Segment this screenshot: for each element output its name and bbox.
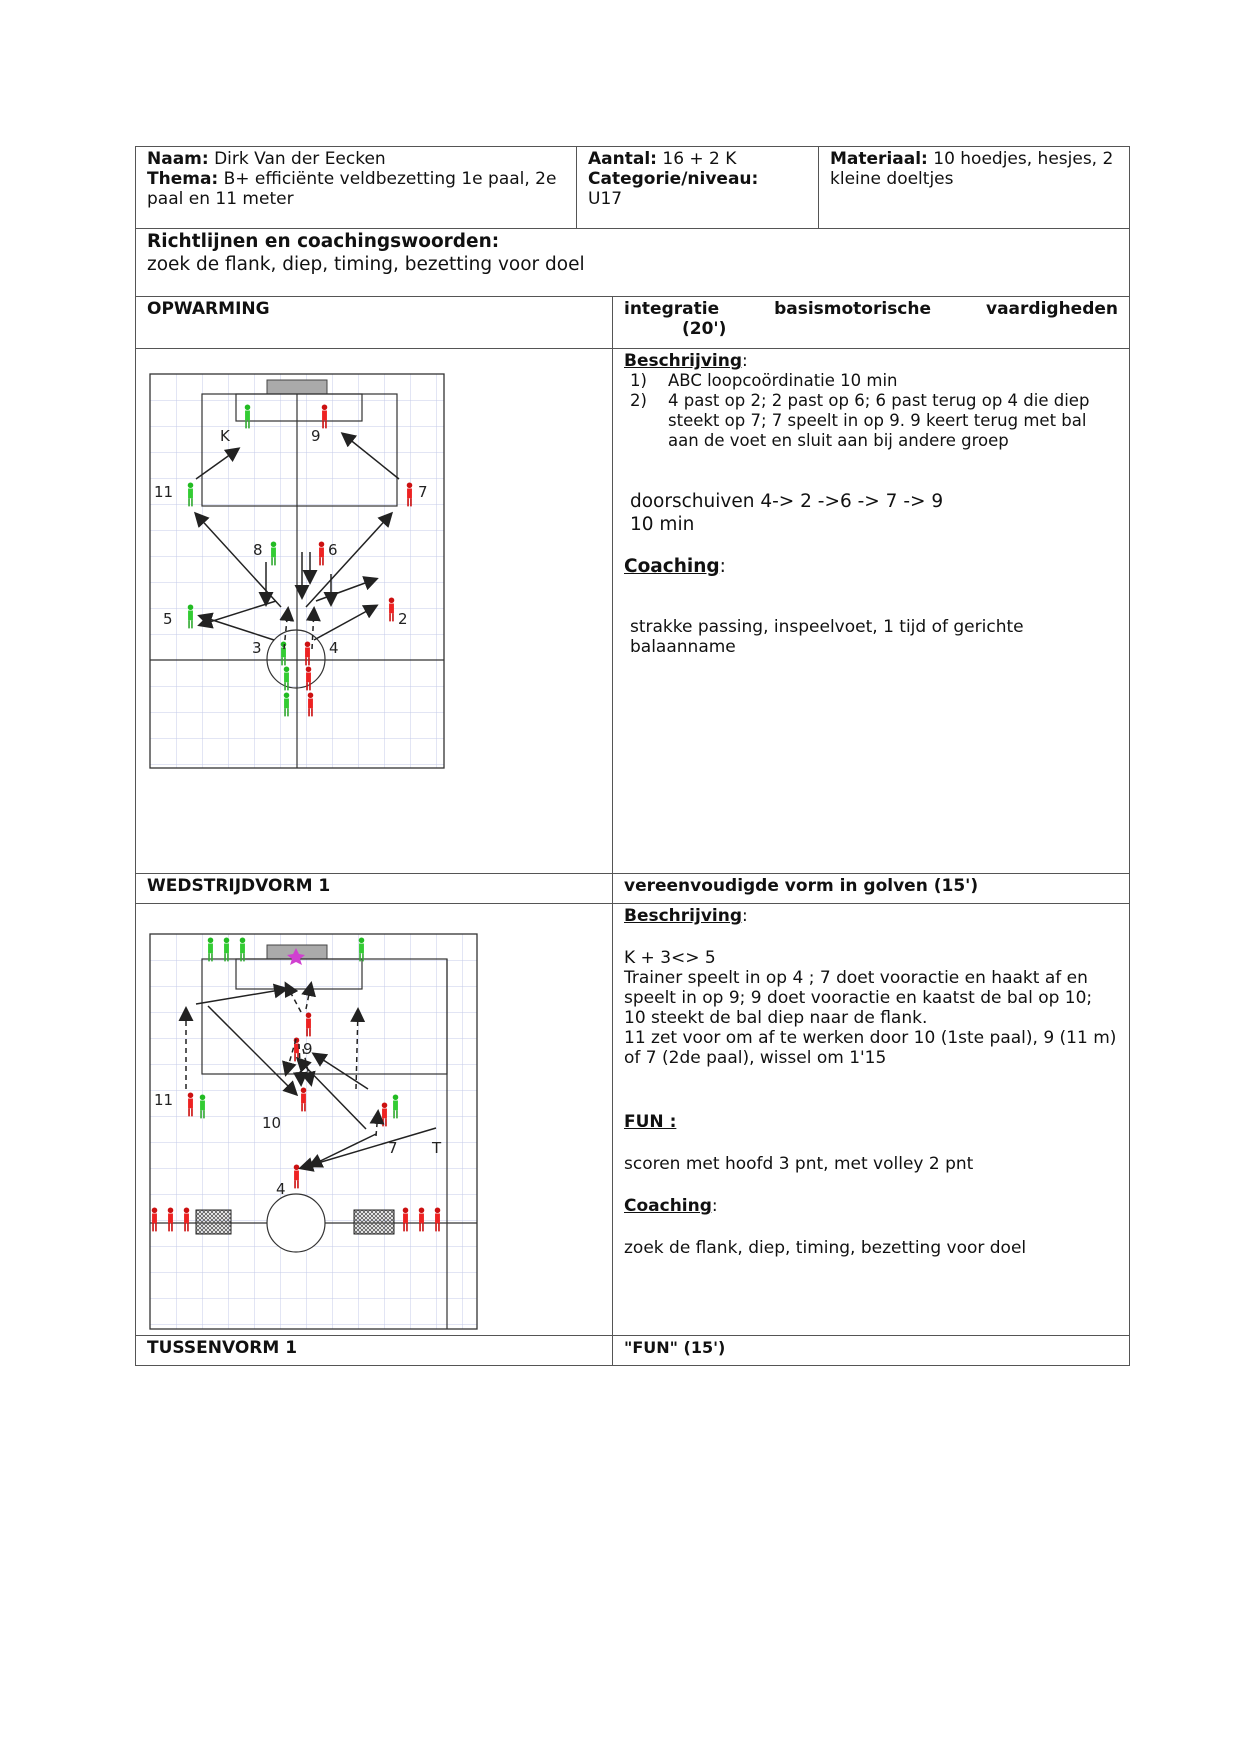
richtlijnen-cell — [136, 229, 1130, 297]
opwarming-title: OPWARMING — [136, 297, 613, 349]
wedstrijdvorm-fun-label: FUN : — [624, 1112, 677, 1132]
materiaal-label: Materiaal: — [830, 149, 928, 169]
label-t: T — [432, 1139, 442, 1157]
wedstrijdvorm-header-row — [136, 874, 1130, 904]
label-9: 9 — [311, 427, 321, 445]
list-item: 2) 4 past op 2; 2 past op 6; 6 past terug op 4 die diep steekt op 7; 7 speelt in op 9. 9 keert terug met bal aan de voet en sluit aan bij andere groep — [630, 391, 1090, 450]
wedstrijdvorm-fun-text: scoren met hoofd 3 pnt, met volley 2 pnt — [624, 1154, 974, 1174]
wedstrijdvorm-field — [150, 934, 477, 1329]
doorschuiven-text: doorschuiven 4-> 2 ->6 -> 7 -> 9 10 min — [630, 491, 944, 535]
wedstrijdvorm-line1: K + 3<> 5 — [624, 948, 716, 968]
richtlijnen-text: zoek de flank, diep, timing, bezetting voor doel — [147, 253, 585, 275]
richtlijnen-title: Richtlijnen en coachingswoorden: — [147, 231, 500, 252]
richtlijnen-row — [136, 229, 1130, 297]
wedstrijdvorm-subtitle: vereenvoudigde vorm in golven (15') — [613, 874, 1130, 904]
aantal-categorie-cell — [577, 147, 819, 229]
opwarming-field — [150, 374, 444, 768]
session-document — [135, 146, 1129, 1366]
materiaal-value: 10 hoedjes, hesjes, 2 kleine doeltjes — [830, 149, 1114, 189]
opwarming-coaching-label: Coaching — [624, 556, 720, 577]
materiaal-cell — [819, 147, 1130, 229]
wedstrijdvorm-diagram — [136, 904, 612, 1334]
wedstrijdvorm-paragraph1: Trainer speelt in op 4 ; 7 doet vooractie en haakt af en speelt in op 9; 9 doet vooractie en kaatst de bal op 10; 10 steekt de bal diep naar de flank. — [624, 968, 1093, 1028]
wedstrijdvorm-diagram-cell — [136, 904, 613, 1336]
opwarming-description-cell: Beschrijving: 1) ABC loopcoördinatie 10 min 2) 4 past op 2; 2 past op 6; 6 past terug op 4 die diep steekt op 7; 7 speelt in op 9. 9 keert terug met bal aan de voet en sluit aan bij andere groep doorschuiven 4-> 2 ->6 -> 7 -> 9 10 min Coaching: strakke passing, inspeelvoet, 1 tijd of gerichte balaanname — [613, 349, 1130, 874]
opwarming-content-row — [136, 349, 1130, 874]
wedstrijdvorm-content-row — [136, 904, 1130, 1336]
wedstrijdvorm-beschrijving-label: Beschrijving — [624, 906, 743, 926]
label-4: 4 — [329, 639, 339, 657]
label-8: 8 — [253, 541, 263, 559]
thema-value: B+ efficiënte veldbezetting 1e paal, 2e paal en 11 meter — [147, 169, 557, 209]
label-7: 7 — [388, 1139, 398, 1157]
list-item: 1) ABC loopcoördinatie 10 min — [630, 371, 898, 390]
label-10: 10 — [262, 1114, 282, 1132]
wedstrijdvorm-description-cell: Beschrijving: K + 3<> 5 Trainer speelt in op 4 ; 7 doet vooractie en haakt af en speelt in op 9; 9 doet vooractie en kaatst de bal op 10; 10 steekt de bal diep naar de flank. 11 zet voor om af te werken door 10 (1ste paal), 9 (11 m) of 7 (2de paal), wissel om 1'15 FUN : scoren met hoofd 3 pnt, met volley 2 pnt Coaching: zoek de flank, diep, timing, bezetting voor doel — [613, 904, 1130, 1336]
thema-label: Thema: — [147, 169, 219, 189]
label-2: 2 — [398, 610, 408, 628]
categorie-label: Categorie/niveau: — [588, 169, 759, 189]
opwarming-header-row — [136, 297, 1130, 349]
opwarming-subtitle — [613, 297, 1130, 349]
tussenvorm-subtitle: "FUN" (15') — [613, 1336, 1130, 1366]
label-11: 11 — [154, 483, 174, 501]
label-5: 5 — [163, 610, 173, 628]
opwarming-exercise-list — [624, 371, 1118, 451]
opwarming-subtitle-line2: (20') — [682, 319, 727, 339]
label-3: 3 — [252, 639, 262, 657]
opwarming-diagram — [136, 349, 612, 869]
tussenvorm-header-row — [136, 1336, 1130, 1366]
label-6: 6 — [328, 541, 338, 559]
opwarming-diagram-cell — [136, 349, 613, 874]
opwarming-beschrijving-label: Beschrijving — [624, 351, 743, 371]
aantal-label: Aantal: — [588, 149, 657, 169]
header-row — [136, 147, 1130, 229]
aantal-value: 16 + 2 K — [656, 149, 737, 169]
naam-value: Dirk Van der Eecken — [208, 149, 386, 169]
label-7: 7 — [418, 483, 428, 501]
naam-label: Naam: — [147, 149, 209, 169]
wedstrijdvorm-coaching-label: Coaching — [624, 1196, 712, 1216]
wedstrijdvorm-title: WEDSTRIJDVORM 1 — [136, 874, 613, 904]
wedstrijdvorm-paragraph2: 11 zet voor om af te werken door 10 (1ste paal), 9 (11 m) of 7 (2de paal), wissel om 1'15 — [624, 1028, 1117, 1068]
label-9: 9 — [303, 1040, 313, 1058]
wedstrijdvorm-coaching-text: zoek de flank, diep, timing, bezetting voor doel — [624, 1238, 1027, 1258]
label-11: 11 — [154, 1091, 174, 1109]
label-4: 4 — [276, 1180, 286, 1198]
opwarming-coaching-text: strakke passing, inspeelvoet, 1 tijd of gerichte balaanname — [630, 616, 1024, 657]
tussenvorm-title: TUSSENVORM 1 — [136, 1336, 613, 1366]
label-k: K — [220, 427, 230, 445]
session-table — [135, 146, 1130, 1366]
categorie-value: U17 — [588, 189, 623, 209]
naam-thema-cell — [136, 147, 577, 229]
opwarming-subtitle-line1: integratie basismotorische vaardigheden — [624, 299, 1119, 319]
